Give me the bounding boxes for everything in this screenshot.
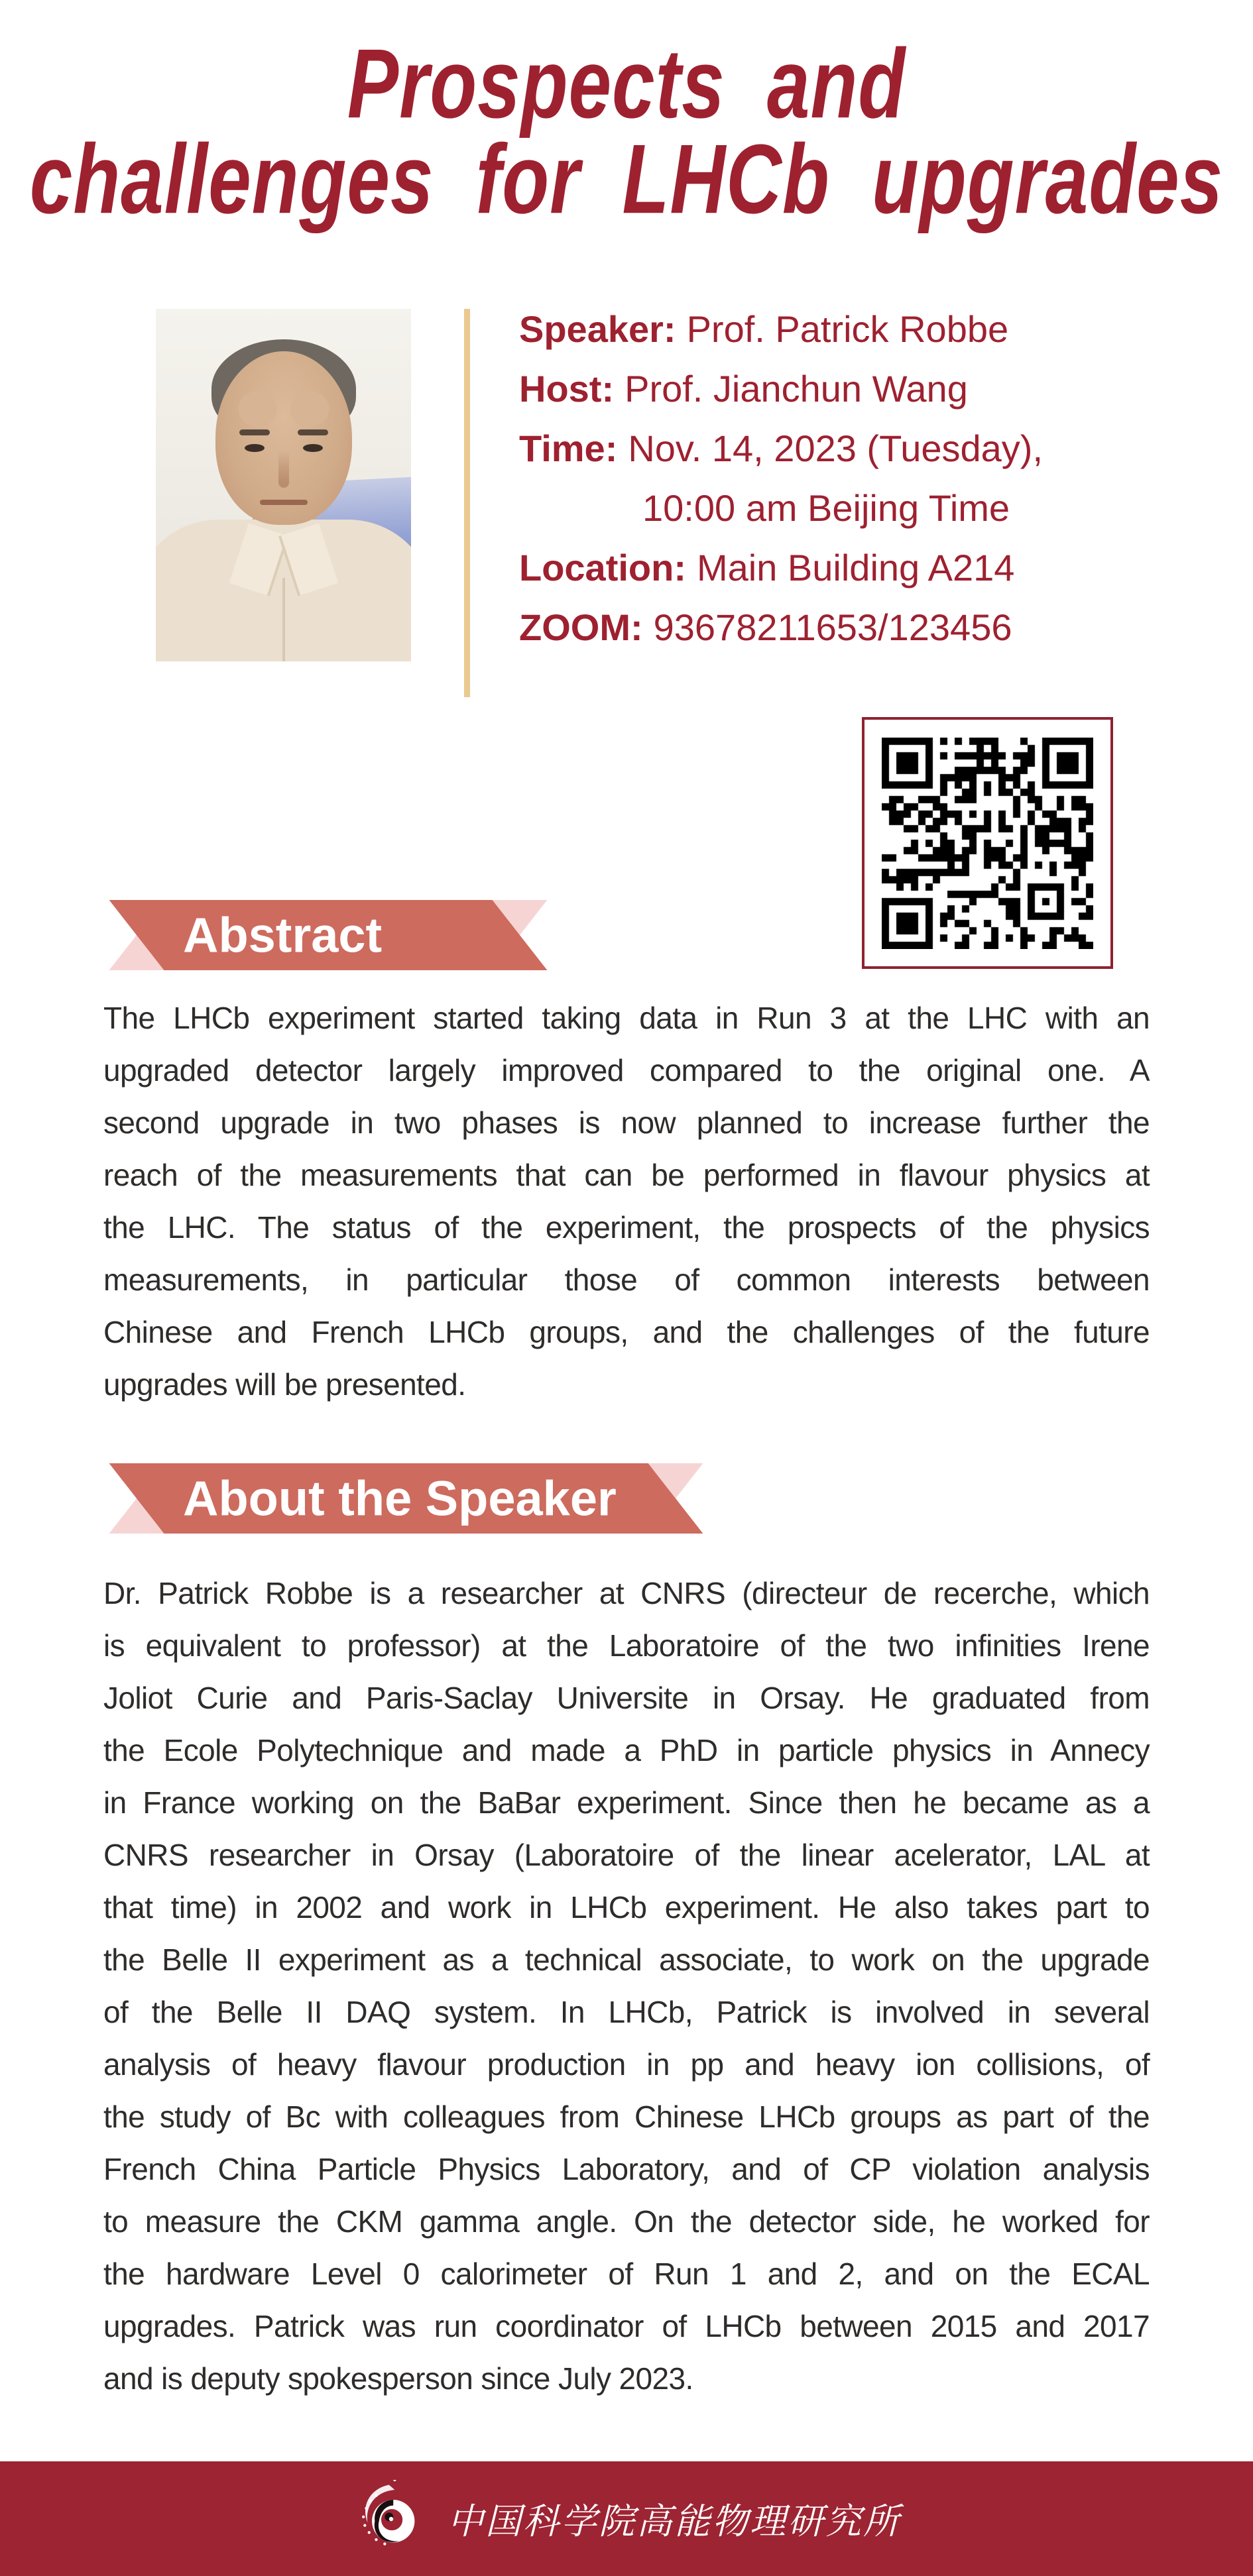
title-line-2: challenges for LHCb upgrades xyxy=(29,123,1224,235)
title-line-1: Prospects and xyxy=(347,28,906,139)
info-value: Prof. Patrick Robbe xyxy=(686,308,1009,350)
text-line: upgrades. Patrick was run coordinator of LHCb between 2015 and 2017 xyxy=(103,2309,1150,2343)
mouth xyxy=(260,500,308,505)
info-row xyxy=(519,538,1103,598)
text-line: of the Belle II DAQ system. In LHCb, Patrick is involved in several xyxy=(103,1995,1150,2029)
ihep-logo-icon xyxy=(352,2480,430,2558)
info-row xyxy=(519,419,1103,478)
eye-left xyxy=(245,444,265,452)
text-line: and is deputy spokesperson since July 2023. xyxy=(103,2361,693,2396)
text-line: Joliot Curie and Paris-Saclay Universite in Orsay. He graduated from xyxy=(103,1681,1150,1715)
info-label: Location: xyxy=(519,547,686,588)
text-line: Chinese and French LHCb groups, and the challenges of the future xyxy=(103,1315,1150,1349)
text-line: second upgrade in two phases is now planned to increase further the xyxy=(103,1105,1150,1140)
eyebrow-right xyxy=(298,429,328,435)
info-label: Speaker: xyxy=(519,308,676,350)
text-line: the LHC. The status of the experiment, the prospects of the physics xyxy=(103,1210,1150,1245)
text-line: Dr. Patrick Robbe is a researcher at CNRS (directeur de recerche, which xyxy=(103,1576,1150,1610)
vertical-divider xyxy=(464,309,470,697)
about-section-header xyxy=(106,1463,706,1534)
portrait-face xyxy=(215,351,352,525)
text-line: in France working on the BaBar experiment. Since then he became as a xyxy=(103,1785,1150,1820)
text-line: that time) in 2002 and work in LHCb experiment. He also takes part to xyxy=(103,1890,1150,1925)
eyebrow-left xyxy=(239,429,270,435)
speaker-bio-paragraph xyxy=(103,1567,1150,2405)
info-label: Time: xyxy=(519,427,618,469)
qr-canvas xyxy=(882,738,1093,949)
text-line: upgrades will be presented. xyxy=(103,1367,466,1402)
speaker-photo xyxy=(156,309,411,661)
info-label: Host: xyxy=(519,368,615,410)
text-line: CNRS researcher in Orsay (Laboratoire of the linear acelerator, LAL at xyxy=(103,1838,1150,1872)
footer-banner xyxy=(0,2461,1253,2576)
text-line: the hardware Level 0 calorimeter of Run 1 and 2, and on the ECAL xyxy=(103,2257,1150,2291)
info-row xyxy=(519,359,1103,419)
abstract-section-header xyxy=(106,900,550,970)
text-line: is equivalent to professor) at the Laboratoire of the two infinities Irene xyxy=(103,1628,1150,1663)
portrait-shirt xyxy=(156,520,411,661)
info-value: Main Building A214 xyxy=(696,547,1015,588)
shirt-collar-left xyxy=(229,523,288,596)
info-value: Prof. Jianchun Wang xyxy=(625,368,968,410)
info-value: 10:00 am Beijing Time xyxy=(642,487,1010,529)
text-line: upgraded detector largely improved compared to the original one. A xyxy=(103,1053,1150,1088)
info-value: Nov. 14, 2023 (Tuesday), xyxy=(628,427,1043,469)
text-line: measurements, in particular those of common interests between xyxy=(103,1262,1150,1297)
text-line: the Ecole Polytechnique and made a PhD in particle physics in Annecy xyxy=(103,1733,1150,1767)
shirt-collar-right xyxy=(278,523,338,596)
text-line: analysis of heavy flavour production in pp and heavy ion collisions, of xyxy=(103,2047,1150,2082)
info-row xyxy=(519,478,1103,538)
info-value: 93678211653/123456 xyxy=(653,606,1012,648)
text-line: to measure the CKM gamma angle. On the detector side, he worked for xyxy=(103,2204,1150,2239)
seminar-title xyxy=(0,20,1253,235)
text-line: the study of Bc with colleagues from Chinese LHCb groups as part of the xyxy=(103,2100,1150,2134)
qr-code xyxy=(862,717,1113,969)
info-row xyxy=(519,598,1103,657)
abstract-heading: Abstract xyxy=(183,907,383,963)
text-line: The LHCb experiment started taking data in Run 3 at the LHC with an xyxy=(103,1001,1150,1035)
text-line: the Belle II experiment as a technical associate, to work on the upgrade xyxy=(103,1942,1150,1977)
abstract-paragraph xyxy=(103,992,1150,1411)
eye-right xyxy=(303,444,323,452)
info-row xyxy=(519,300,1103,359)
text-line: French China Particle Physics Laboratory, and of CP violation analysis xyxy=(103,2152,1150,2186)
institute-name: 中国科学院高能物理研究所 xyxy=(448,2502,901,2542)
text-line: reach of the measurements that can be performed in flavour physics at xyxy=(103,1158,1150,1192)
nose xyxy=(278,451,289,488)
shirt-placket xyxy=(282,578,285,661)
about-heading: About the Speaker xyxy=(183,1471,617,1526)
info-label: ZOOM: xyxy=(519,606,643,648)
seminar-info-panel xyxy=(519,300,1103,657)
